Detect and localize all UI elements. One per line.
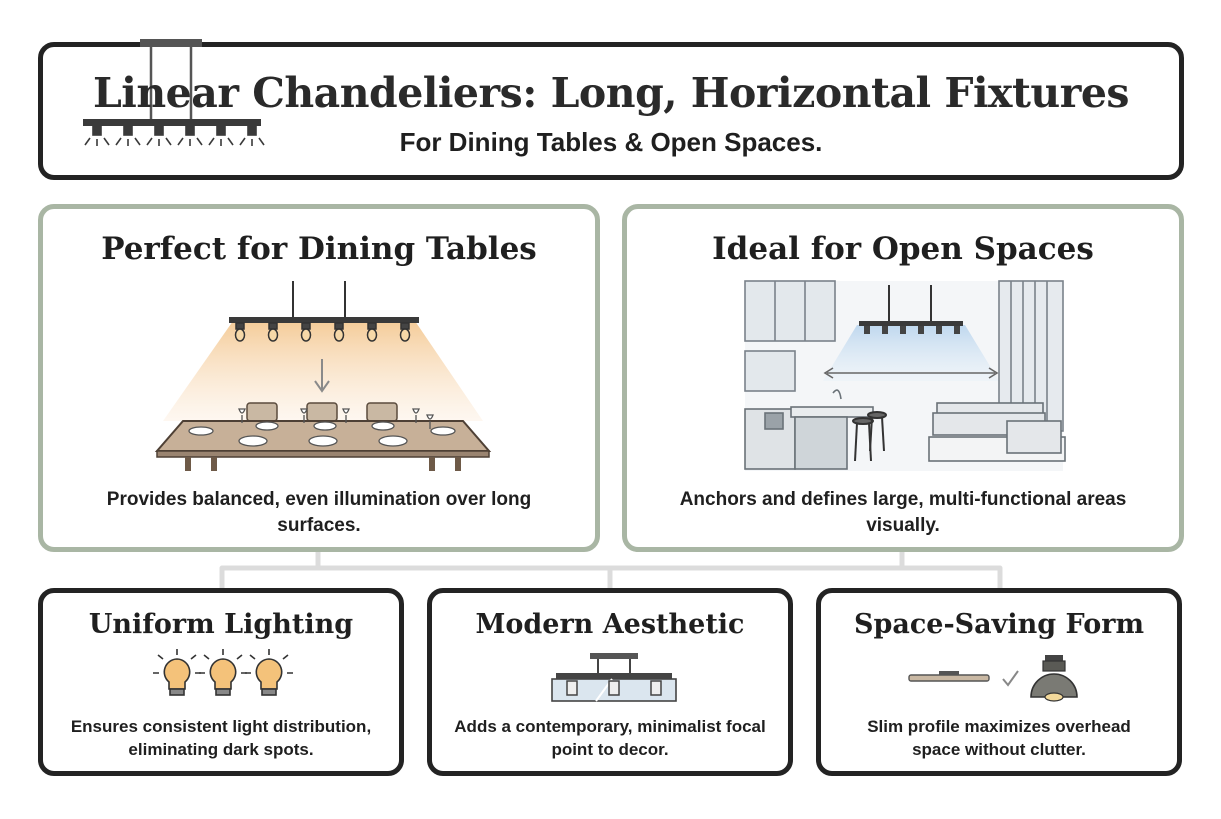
card-uniform-lighting xyxy=(38,588,404,776)
open-space-illustration xyxy=(627,281,1179,481)
slim-vs-dome-icon xyxy=(821,651,1177,721)
card-description: Slim profile maximizes overhead space without clutter. xyxy=(867,717,1131,759)
card-title: Space-Saving Form xyxy=(853,609,1145,640)
panel-dining-tables xyxy=(38,204,600,552)
dining-table-illustration xyxy=(43,281,595,481)
panel-title: Ideal for Open Spaces xyxy=(712,231,1094,267)
header-banner xyxy=(38,42,1184,180)
card-modern-aesthetic xyxy=(427,588,793,776)
panel-description: Anchors and defines large, multi-functional areas visually. xyxy=(679,489,1127,536)
card-space-saving-form xyxy=(816,588,1182,776)
page-title: Linear Chandeliers: Long, Horizontal Fixtures xyxy=(92,69,1130,117)
panel-open-spaces xyxy=(622,204,1184,552)
card-title: Uniform Lighting xyxy=(88,609,354,640)
page-subtitle: For Dining Tables & Open Spaces. xyxy=(399,127,823,157)
modern-fixture-icon xyxy=(432,651,788,711)
panel-title: Perfect for Dining Tables xyxy=(101,231,537,267)
card-title: Modern Aesthetic xyxy=(475,609,745,640)
card-description: Ensures consistent light distribution, eliminating dark spots. xyxy=(70,717,372,759)
light-bulbs-icon xyxy=(43,653,399,713)
panel-description: Provides balanced, even illumination over long surfaces. xyxy=(106,489,532,536)
card-description: Adds a contemporary, minimalist focal point to decor. xyxy=(454,717,766,759)
